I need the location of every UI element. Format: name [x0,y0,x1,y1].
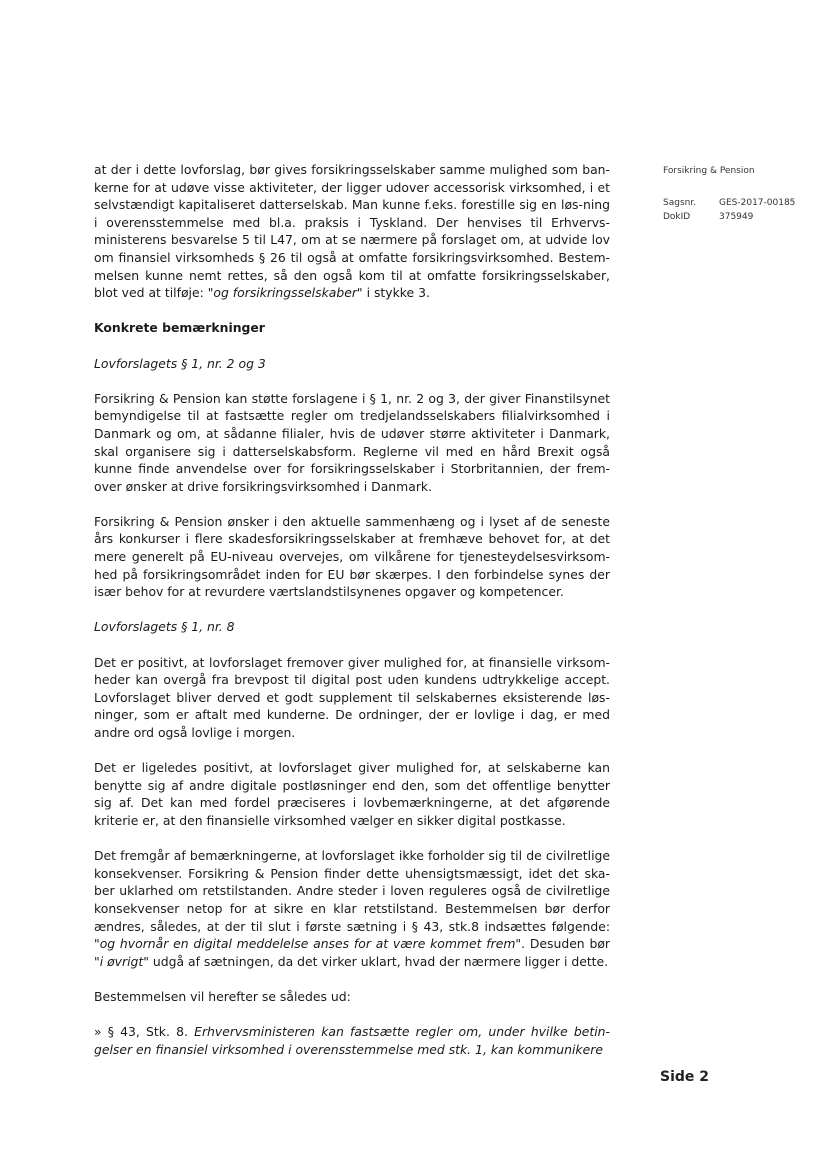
civil-law-text-c: udgå af sætningen, da det virker uklart, hvad der nærmere ligger i dette. [148,953,609,969]
document-metadata [663,164,813,224]
paragraph-other-solutions: Det er ligeledes positivt, at lovforslaget giver mulighed for, at selskaberne kan benytte sig af andre digitale postløsninger end den, som det offentlige benytter sig af. Det kan med fordel præciseres i lovbemærkningerne, at det afgørende kriterie er, at den finansielle virksomhed vælger en sikker digital postkasse. [94,760,610,828]
paragraph-provision-text [94,1023,610,1058]
paragraph-digital-post: Det er positivt, at lovforslaget fremover giver mulighed for, at finansielle virksom-heder kan overgå fra brevpost til digital post uden kundens udtrykkelige accept. Lovforslaget bliver derved et godt supplement til selskabernes eksisterende løs-ninger, som er aftalt med kunderne. De ordninger, der er lovlige i dag, er med andre ord også lovlige i morgen. [94,654,610,740]
document-id-row [663,210,813,224]
sender-organization: Forsikring & Pension [663,166,755,176]
subsection-heading-2: Lovforslagets § 1, nr. 8 [94,619,235,635]
paragraph-provision-intro: Bestemmelsen vil herefter se således ud: [94,988,351,1004]
subsection-heading-1: Lovforslagets § 1, nr. 2 og 3 [94,355,266,371]
civil-law-quote-2: "i øvrigt" [94,953,149,969]
civil-law-text-b: . Desuden bør [521,936,610,952]
provision-ref: » § 43, Stk. 8. [94,1024,195,1040]
document-id-value: 375949 [719,212,754,222]
case-number-label: Sagsnr. [663,198,697,208]
case-number-value: GES-2017-00185 [719,198,796,208]
paragraph-branches: Forsikring & Pension kan støtte forslagene i § 1, nr. 2 og 3, der giver Finanstilsynet bemyndigelse til at fastsætte regler om tredjelandsselskabers filialvirksomhed i Danmark og om, at sådanne filialer, hvis de udøver større aktiviteter i Danmark, skal organisere sig i datterselskabsform. Reglerne vil med en hård Brexit også kunne finde anvendelse over for forsikringsselskaber i Storbritannien, der frem-over ønsker at drive forsikringsvirksomhed i Danmark. [94,390,610,494]
paragraph-civil-law [94,847,610,970]
provision-body: Erhvervsministeren kan fastsætte regler om, under hvilke betin-gelser en finansiel virksomhed i overensstemmelse med stk. 1, kan kommunikere [94,1024,610,1057]
civil-law-quote: "og hvornår en digital meddelelse anses for at være kommet frem" [94,936,522,952]
document-id-label: DokID [663,212,691,222]
case-number-row [663,196,813,210]
page-number: Side 2 [660,1069,710,1085]
intro-text: at der i dette lovforslag, bør gives forsikringsselskaber samme mulighed som ban-kerne for at udøve visse aktiviteter, der ligger udover accessorisk virksomhed, i et selvstændigt kapitaliseret datterselskab. Man kunne f.eks. forestille sig en løs-ning i overensstemmelse med bl.a. praksis i Tyskland. Der henvises til Erhvervs-ministerens besvarelse 5 til L47, om at se nærmere på forslaget om, at udvide lov om finansiel virksomheds § 26 til også at omfatte forsikringsvirksomhed. Bestem-melsen kunne nemt rettes, så den også kom til at omfatte forsikringsselskaber, blot ved at tilføje: [94,162,610,301]
intro-quote: "og forsikringsselskaber" [207,285,363,301]
paragraph-intro [94,161,610,302]
civil-law-text-a: Det fremgår af bemærkningerne, at lovforslaget ikke forholder sig til de civilretlige konsekvenser. Forsikring & Pension finder dette uhensigtsmæssigt, idet det ska-ber uklarhed om retstilstanden. Andre steder i loven reguleres også de civilretlige konsekvenser netop for at sikre en klar retstilstand. Bestemmelsen bør derfor ændres, således, at der til slut i første sætning i § 43, stk.8 indsættes følgende: [94,848,610,934]
paragraph-eu-level: Forsikring & Pension ønsker i den aktuelle sammenhæng og i lyset af de seneste års konkurser i flere skadesforsikringsselskaber at fremhæve behovet for, at det mere generelt på EU-niveau overvejes, om vilkårene for tjenesteydelsesvirksom-hed på forsikringsområdet inden for EU bør skærpes. I den forbindelse synes der især behov for at revurdere værtslandstilsynenes opgaver og kompetencer. [94,513,610,600]
section-heading: Konkrete bemærkninger [94,320,265,336]
intro-end: i stykke 3. [362,285,430,301]
document-body [94,161,610,1058]
